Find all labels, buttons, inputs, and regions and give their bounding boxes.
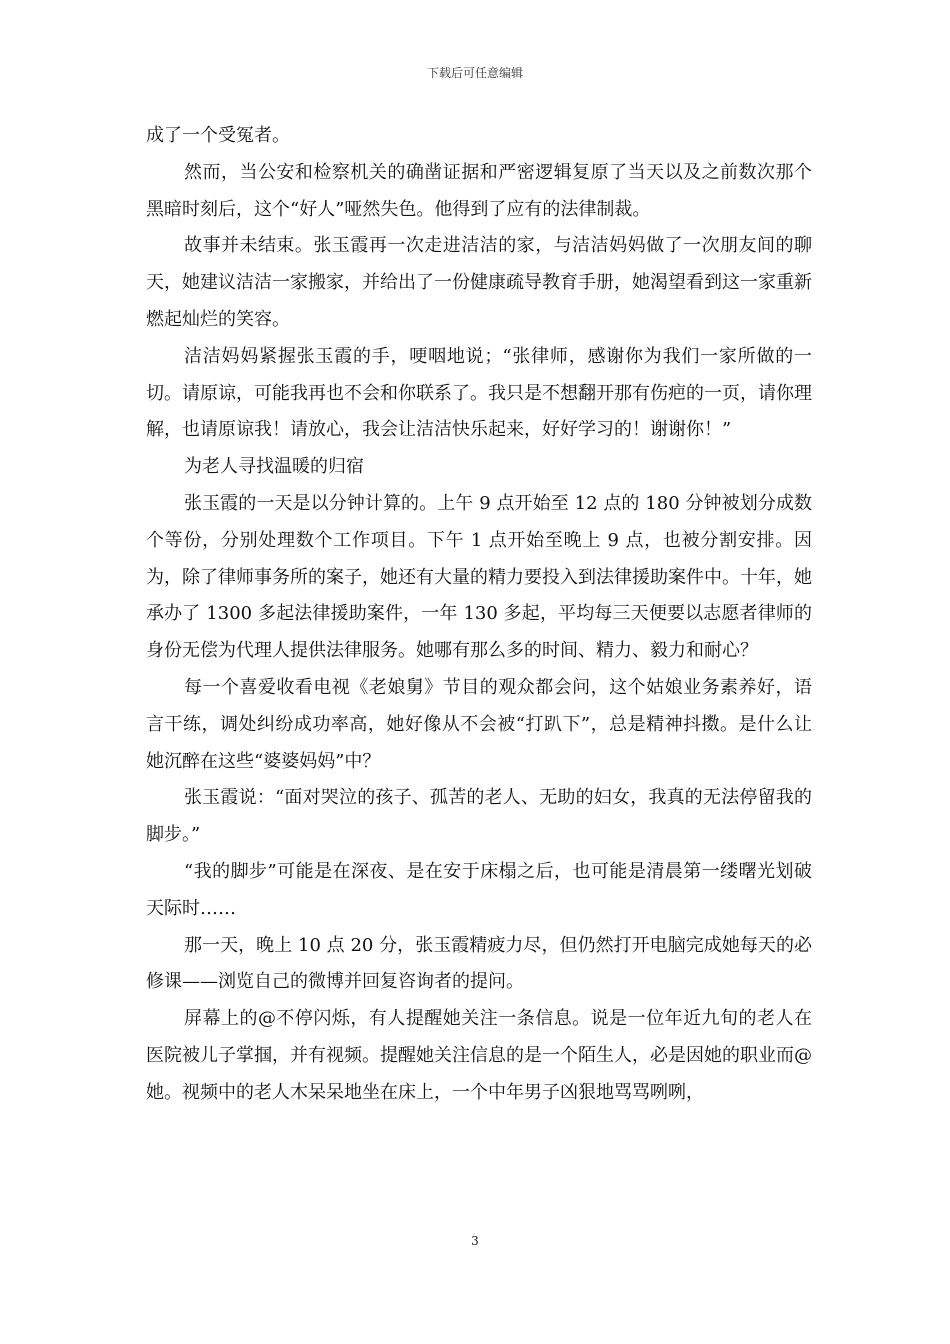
paragraph: 张玉霞的一天是以分钟计算的。上午 9 点开始至 12 点的 180 分钟被划分成数个等份，分别处理数个工作项目。下午 1 点开始至晚上 9 点，也被分割安排。因为，除了律师事务所的案子，她还有大量的精力要投入到法律援助案件中。十年，她承办了 1300 多起法律援助案件，一年 130 多起，平均每三天便要以志愿者律师的身份无偿为代理人提供法律服务。她哪有那么多的时间、精力、毅力和耐心？ (146, 492, 812, 662)
paragraph: 那一天，晚上 10 点 20 分，张玉霞精疲力尽，但仍然打开电脑完成她每天的必修课——浏览自己的微博并回复咨询者的提问。 (146, 934, 812, 993)
document-body (146, 118, 812, 1112)
paragraph: “我的脚步”可能是在深夜、是在安于床榻之后，也可能是清晨第一缕曙光划破天际时…… (146, 860, 812, 919)
paragraph: 每一个喜爱收看电视《老娘舅》节目的观众都会问，这个姑娘业务素养好，语言干练，调处纠纷成功率高，她好像从不会被“打趴下”，总是精神抖擞。是什么让她沉醉在这些“婆婆妈妈”中？ (146, 676, 812, 772)
paragraph: 张玉霞说：“面对哭泣的孩子、孤苦的老人、无助的妇女，我真的无法停留我的脚步。” (146, 787, 812, 846)
section-heading: 为老人寻找温暖的归宿 (184, 456, 364, 478)
paragraph: 洁洁妈妈紧握张玉霞的手，哽咽地说；“张律师，感谢你为我们一家所做的一切。请原谅，可能我再也不会和你联系了。我只是不想翻开那有伤疤的一页，请你理解，也请原谅我！请放心，我会让洁洁快乐起来，好好学习的！谢谢你！” (146, 345, 812, 441)
paragraph: 故事并未结束。张玉霞再一次走进洁洁的家，与洁洁妈妈做了一次朋友间的聊天，她建议洁洁一家搬家，并给出了一份健康疏导教育手册，她渴望看到这一家重新燃起灿烂的笑容。 (146, 235, 812, 330)
paragraph: 然而，当公安和检察机关的确凿证据和严密逻辑复原了当天以及之前数次那个黑暗时刻后，这个“好人”哑然失色。他得到了应有的法律制裁。 (146, 161, 812, 220)
page-number: 3 (471, 1234, 479, 1248)
paragraph: 成了一个受冤者。 (146, 125, 290, 146)
page-header: 下载后可任意编辑 (426, 66, 523, 80)
paragraph: 屏幕上的@不停闪烁，有人提醒她关注一条信息。说是一位年近九旬的老人在医院被儿子掌掴，并有视频。提醒她关注信息的是一个陌生人，必是因她的职业而@她。视频中的老人木呆呆地坐在床上，一个中年男子凶狠地骂骂咧咧， (146, 1008, 812, 1103)
